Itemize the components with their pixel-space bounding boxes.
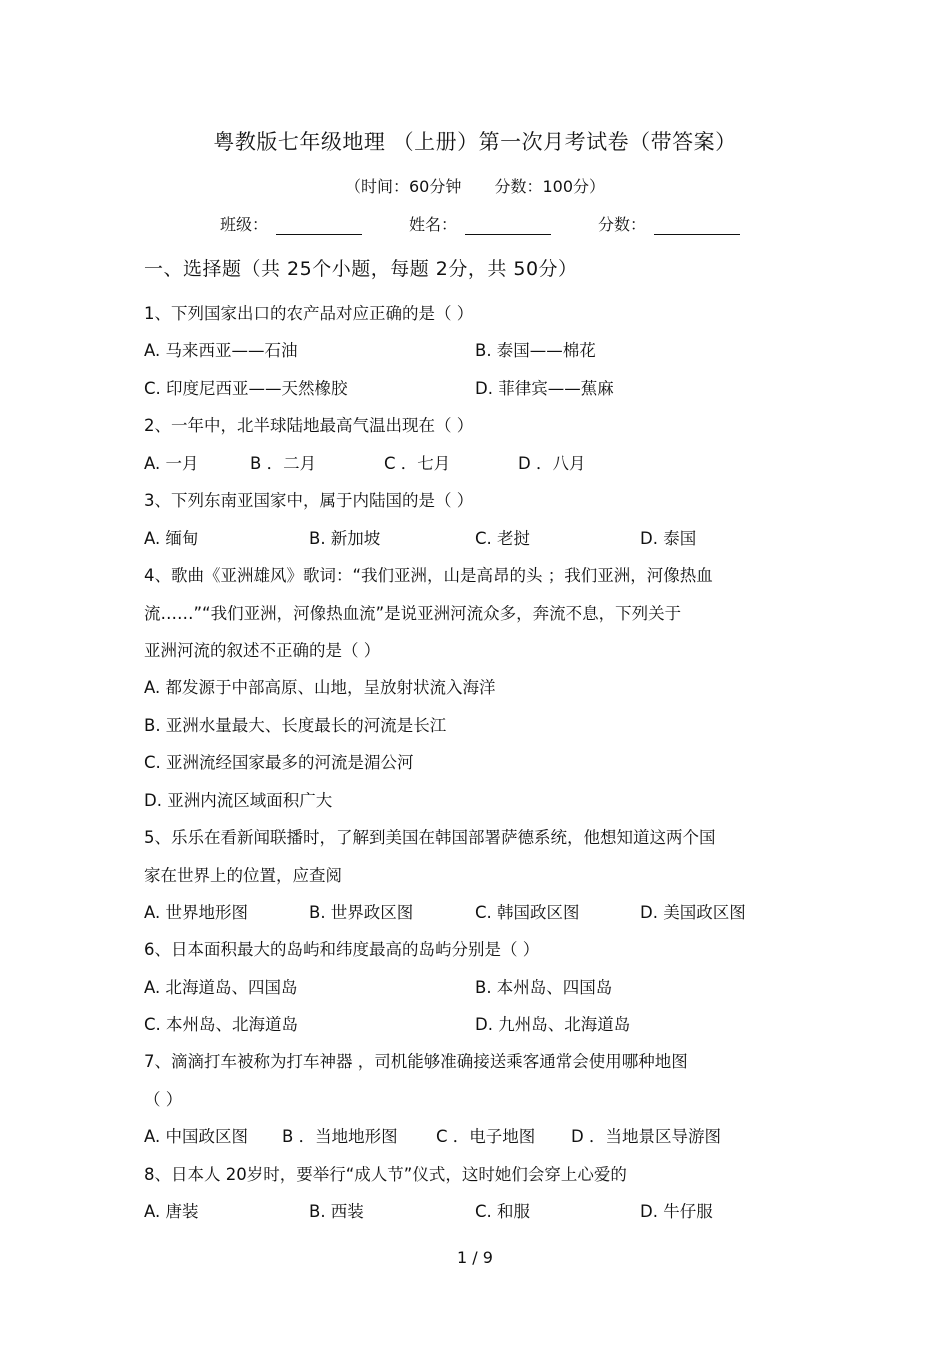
class-field [220,212,362,235]
question-5-option-b: B. 世界政区图 [309,903,414,922]
question-3-option-b: B. 新加坡 [309,529,381,548]
question-5-stem-line-1: 5、乐乐在看新闻联播时，了解到美国在韩国部署萨德系统，他想知道这两个国 [144,828,716,847]
question-8-option-d: D. 牛仔服 [640,1202,713,1221]
question-7-stem-line-1: 7、滴滴打车被称为打车神器 ，司机能够准确接送乘客通常会使用哪种地图 [144,1052,688,1071]
question-7-option-a: A. 中国政区图 [144,1127,248,1146]
question-7-option-c: C ．电子地图 [436,1127,536,1146]
question-8-stem: 8、日本人 20岁时，要举行“成人节”仪式，这时她们会穿上心爱的 [144,1165,627,1184]
question-6-option-b: B. 本州岛、四国岛 [475,978,613,997]
question-1-option-d: D. 菲律宾——蕉麻 [475,379,614,398]
question-8-option-c: C. 和服 [475,1202,531,1221]
question-4-stem-line-1: 4、歌曲《亚洲雄风》歌词：“我们亚洲，山是高昂的头 ；我们亚洲，河像热血 [144,566,713,585]
question-1-stem: 1、下列国家出口的农产品对应正确的是（ ） [144,304,474,323]
name-field [409,212,551,235]
question-5-option-d: D. 美国政区图 [640,903,746,922]
question-7-option-b: B ．当地地形图 [282,1127,398,1146]
question-6-stem: 6、日本面积最大的岛屿和纬度最高的岛屿分别是（ ） [144,940,540,959]
time-limit: （时间：60分钟 [344,177,462,196]
question-5-option-a: A. 世界地形图 [144,903,248,922]
name-blank[interactable] [465,216,551,235]
question-7-option-d: D ．当地景区导游图 [571,1127,721,1146]
question-7-stem-line-2: （ ） [144,1090,183,1109]
question-6-option-c: C. 本州岛、北海道岛 [144,1015,299,1034]
question-3-stem: 3、下列东南亚国家中，属于内陆国的是（ ） [144,491,474,510]
question-4-option-a: A. 都发源于中部高原、山地，呈放射状流入海洋 [144,678,496,697]
score-blank[interactable] [654,216,740,235]
question-3-option-c: C. 老挝 [475,529,531,548]
question-3-option-a: A. 缅甸 [144,529,199,548]
question-6-option-d: D. 九州岛、北海道岛 [475,1015,631,1034]
question-2-option-d: D ．八月 [518,454,586,473]
question-4-stem-line-2: 流……”“我们亚洲，河像热血流”是说亚洲河流众多，奔流不息，下列关于 [144,604,682,623]
question-1-option-b: B. 泰国——棉花 [475,341,596,360]
score-field [598,212,740,235]
question-1-option-c: C. 印度尼西亚——天然橡胶 [144,379,348,398]
question-3-option-d: D. 泰国 [640,529,697,548]
question-2-option-a: A. 一月 [144,454,199,473]
exam-title: 粤教版七年级地理 （上册）第一次月考试卷（带答案） [213,130,737,154]
question-5-option-c: C. 韩国政区图 [475,903,580,922]
question-6-option-a: A. 北海道岛、四国岛 [144,978,298,997]
score-label: 分数： [597,215,646,234]
class-blank[interactable] [276,216,362,235]
name-label: 姓名： [408,215,457,234]
question-2-option-b: B ．二月 [250,454,317,473]
question-2-option-c: C ．七月 [384,454,451,473]
question-4-stem-line-3: 亚洲河流的叙述不正确的是（ ） [144,641,381,660]
question-1-option-a: A. 马来西亚——石油 [144,341,298,360]
exam-subtitle [0,174,950,197]
question-4-option-b: B. 亚洲水量最大、长度最长的河流是长江 [144,716,447,735]
class-label: 班级： [220,215,269,234]
total-score: 分数：100分） [494,177,605,196]
section-title: 一、选择题（共 25个小题，每题 2分，共 50分） [144,258,578,280]
question-4-option-d: D. 亚洲内流区域面积广大 [144,791,333,810]
page-number: 1 / 9 [457,1248,493,1267]
question-8-option-b: B. 西装 [309,1202,364,1221]
question-4-option-c: C. 亚洲流经国家最多的河流是湄公河 [144,753,414,772]
student-info-line [220,212,740,235]
question-2-stem: 2、一年中，北半球陆地最高气温出现在（ ） [144,416,474,435]
question-5-stem-line-2: 家在世界上的位置，应查阅 [144,866,342,885]
question-8-option-a: A. 唐装 [144,1202,199,1221]
